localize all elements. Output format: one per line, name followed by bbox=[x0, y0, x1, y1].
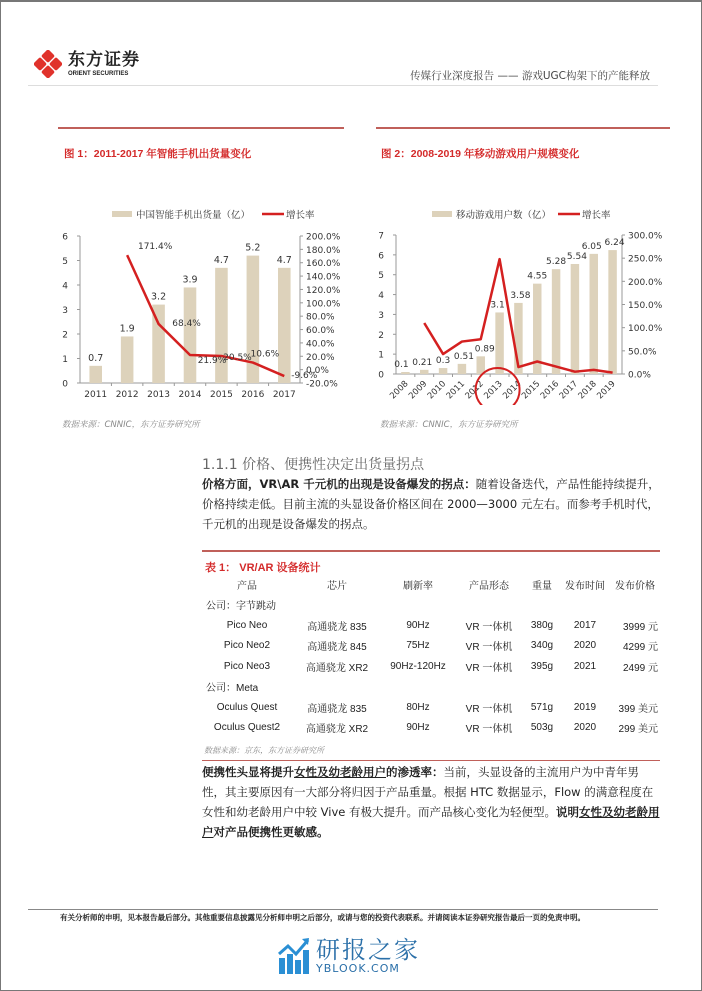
x-tick-label: 2018 bbox=[576, 379, 599, 402]
bar-value-label: 0.3 bbox=[435, 356, 451, 367]
table-cell: 2499 元 bbox=[622, 662, 658, 674]
column-header: 刷新率 bbox=[403, 580, 433, 592]
figure-2-source: 数据来源：CNNIC，东方证券研究所 bbox=[380, 420, 518, 430]
table-cell: 2020 bbox=[573, 722, 597, 734]
table-cell: 高通骁龙 845 bbox=[307, 642, 367, 654]
p2-conclusion-a: 说明 bbox=[556, 805, 579, 819]
table-cell: 高通骁龙 XR2 bbox=[305, 662, 369, 674]
figure-1-title: 图 1：2011-2017 年智能手机出货量变化 bbox=[64, 148, 252, 160]
table-cell: 90Hz-120Hz bbox=[390, 660, 446, 672]
y-right-tick-label: 140.0% bbox=[306, 272, 341, 283]
figure-1-source: 数据来源：CNNIC，东方证券研究所 bbox=[62, 420, 200, 430]
y-right-tick-label: 80.0% bbox=[306, 312, 335, 323]
x-tick-label: 2012 bbox=[115, 390, 139, 400]
table-cell: 395g bbox=[530, 660, 554, 672]
column-header: 产品 bbox=[237, 580, 257, 592]
report-title: 传媒行业深度报告 —— 游戏UGC构架下的产能释放 bbox=[410, 70, 650, 82]
bar-value-label: 1.9 bbox=[119, 323, 135, 335]
table-cell: 399 美元 bbox=[618, 703, 658, 715]
bar bbox=[121, 336, 134, 383]
watermark-cn: 研报之家 bbox=[316, 936, 420, 964]
y-left-tick-label: 4 bbox=[378, 291, 384, 302]
p2-lead-underline: 女性及幼老龄用户 bbox=[294, 765, 386, 779]
table-cell: VR 一体机 bbox=[465, 621, 513, 633]
x-tick-label: 2019 bbox=[595, 379, 618, 402]
bar-value-label: 3.9 bbox=[182, 274, 198, 286]
company-group-row bbox=[202, 595, 660, 616]
column-header: 发布价格 bbox=[615, 580, 655, 592]
header-divider bbox=[28, 85, 658, 86]
bar bbox=[552, 269, 560, 374]
table-cell: 503g bbox=[530, 722, 554, 734]
y-right-tick-label: 60.0% bbox=[306, 326, 335, 337]
bar bbox=[401, 372, 409, 374]
table-cell: 299 美元 bbox=[618, 724, 658, 736]
table-row bbox=[202, 656, 660, 677]
price-paragraph-lead: 价格方面，VR\AR 千元机的出现是设备爆发的拐点： bbox=[202, 477, 476, 491]
y-left-tick-label: 6 bbox=[378, 251, 384, 262]
table-cell: 高通骁龙 835 bbox=[307, 703, 367, 715]
bar-value-label: 0.51 bbox=[453, 351, 474, 362]
table-cell: VR 一体机 bbox=[465, 724, 513, 736]
y-right-tick-label: 100.0% bbox=[306, 299, 341, 310]
logo-diamond-icon bbox=[34, 50, 62, 78]
y-right-tick-label: 120.0% bbox=[306, 285, 341, 296]
chart-mobile-game-users bbox=[372, 200, 672, 405]
p2-lead-a: 便携性头显将提升 bbox=[202, 765, 294, 779]
growth-value-label: 171.4% bbox=[137, 242, 173, 253]
column-header: 重量 bbox=[532, 580, 552, 592]
growth-value-label: 68.4% bbox=[172, 318, 201, 329]
y-left-tick-label: 7 bbox=[378, 231, 384, 242]
company-logo bbox=[34, 50, 140, 78]
x-tick-label: 2013 bbox=[482, 379, 505, 402]
y-left-tick-label: 3 bbox=[378, 310, 384, 321]
table-cell: 3999 元 bbox=[622, 621, 658, 633]
table-cell: Pico Neo2 bbox=[223, 640, 271, 652]
y-right-tick-label: 180.0% bbox=[306, 245, 341, 256]
company-group-row bbox=[202, 677, 660, 698]
watermark bbox=[278, 937, 420, 975]
y-left-tick-label: 3 bbox=[62, 306, 68, 316]
table-header-row bbox=[202, 574, 660, 595]
y-left-tick-label: 4 bbox=[62, 281, 68, 292]
company-name-cn: 东方证券 bbox=[68, 49, 140, 70]
x-tick-label: 2009 bbox=[406, 379, 430, 402]
table-cell: Pico Neo bbox=[226, 619, 268, 631]
y-right-tick-label: 150.0% bbox=[628, 301, 663, 311]
x-tick-label: 2013 bbox=[147, 390, 171, 400]
x-tick-label: 2011 bbox=[84, 390, 108, 400]
bar bbox=[439, 368, 447, 374]
bar-value-label: 0.1 bbox=[394, 360, 409, 371]
y-right-tick-label: 250.0% bbox=[628, 254, 663, 265]
y-right-tick-label: 40.0% bbox=[306, 339, 335, 350]
column-header: 发布时间 bbox=[565, 580, 605, 592]
table-cell: Oculus Quest2 bbox=[213, 722, 281, 734]
bar bbox=[278, 268, 291, 383]
company-label: 公司：Meta bbox=[206, 683, 259, 695]
y-right-tick-label: -20.0% bbox=[306, 379, 338, 390]
table-cell: VR 一体机 bbox=[465, 642, 513, 654]
growth-value-label: 10.6% bbox=[250, 349, 280, 360]
bar-value-label: 3.1 bbox=[490, 300, 505, 311]
bar bbox=[458, 364, 466, 374]
column-header: 芯片 bbox=[327, 580, 347, 592]
figure-1-top-rule bbox=[58, 127, 344, 129]
legend-swatch-bar bbox=[432, 211, 452, 217]
column-header: 产品形态 bbox=[469, 580, 509, 592]
x-tick-label: 2014 bbox=[501, 379, 524, 402]
y-right-tick-label: 300.0% bbox=[628, 231, 663, 242]
x-tick-label: 2008 bbox=[388, 379, 411, 402]
bar-value-label: 4.55 bbox=[527, 271, 548, 282]
p2-body: 当前，头显设备的主流用户为中青年男性，其主要原因有一大部分将归因于产品重量。根据 HTC 数据显示，Flow 的满意程度在女性和幼老龄用户中较 Vive 有极大提升。而产品核心变化为轻便型。 bbox=[202, 765, 654, 819]
legend-label-bar: 移动游戏用户数（亿） bbox=[456, 210, 552, 221]
table-cell: 380g bbox=[530, 619, 554, 631]
table-cell: 高通骁龙 835 bbox=[307, 621, 367, 633]
table-cell: 571g bbox=[530, 701, 554, 713]
footer-divider bbox=[28, 909, 658, 910]
bar-value-label: 5.28 bbox=[546, 257, 567, 268]
y-left-tick-label: 2 bbox=[62, 330, 68, 341]
price-paragraph-body: 随着设备迭代，产品性能持续提升，价格持续走低。目前主流的头显设备价格区间在 2000—3000 元左右。而参考手机时代，千元机的出现是设备爆发的拐点。 bbox=[202, 477, 660, 531]
y-left-tick-label: 0 bbox=[62, 379, 68, 390]
bar bbox=[590, 254, 598, 374]
p2-lead-b: 的渗透率： bbox=[386, 765, 444, 779]
bar-value-label: 3.2 bbox=[151, 291, 167, 303]
table-cell: Oculus Quest bbox=[216, 701, 278, 713]
p2-conclusion-underline: 女性及幼老龄用户 bbox=[202, 805, 660, 839]
figure-2-top-rule bbox=[376, 127, 670, 129]
y-right-tick-label: 160.0% bbox=[306, 259, 341, 270]
x-tick-label: 2016 bbox=[538, 379, 562, 402]
bar bbox=[571, 264, 579, 374]
table-cell: 2021 bbox=[573, 660, 597, 672]
bar bbox=[495, 312, 503, 374]
bar bbox=[420, 370, 428, 374]
table-cell: 4299 元 bbox=[622, 642, 658, 654]
legend-label-line: 增长率 bbox=[286, 210, 315, 221]
chart-smartphone-shipments bbox=[56, 200, 356, 405]
y-left-tick-label: 5 bbox=[62, 257, 68, 267]
table-row bbox=[202, 718, 660, 739]
table-row bbox=[202, 636, 660, 657]
table-cell: 高通骁龙 XR2 bbox=[305, 724, 369, 736]
bar bbox=[608, 250, 616, 374]
bar-value-label: 5.54 bbox=[566, 251, 587, 262]
y-left-tick-label: 2 bbox=[378, 330, 384, 341]
y-left-tick-label: 1 bbox=[62, 355, 68, 365]
bar-value-label: 0.21 bbox=[412, 357, 433, 368]
price-paragraph bbox=[202, 474, 660, 534]
x-tick-label: 2012 bbox=[463, 379, 486, 402]
legend-label-bar: 中国智能手机出货量（亿） bbox=[136, 210, 251, 221]
bar-value-label: 6.05 bbox=[581, 241, 602, 252]
bar-value-label: 3.58 bbox=[510, 290, 531, 301]
table-cell: 90Hz bbox=[406, 722, 430, 734]
y-right-tick-label: 200.0% bbox=[628, 277, 663, 288]
table-row bbox=[202, 697, 660, 718]
bar bbox=[477, 356, 485, 374]
p2-conclusion-b: 对产品便携性更敏感。 bbox=[213, 825, 329, 839]
x-tick-label: 2015 bbox=[209, 390, 233, 400]
table-source: 数据来源：京东，东方证券研究所 bbox=[204, 746, 324, 755]
table-top-rule bbox=[202, 550, 660, 552]
x-tick-label: 2010 bbox=[425, 379, 449, 402]
y-right-tick-label: 50.0% bbox=[628, 347, 657, 358]
y-left-tick-label: 5 bbox=[378, 271, 384, 282]
table-cell: VR 一体机 bbox=[465, 662, 513, 674]
growth-value-label: 20.5% bbox=[223, 352, 252, 363]
table-cell: 90Hz bbox=[406, 619, 430, 631]
vr-device-table bbox=[202, 574, 660, 738]
x-tick-label: 2014 bbox=[178, 390, 202, 400]
table-cell: 75Hz bbox=[406, 640, 430, 652]
table-cell: VR 一体机 bbox=[465, 703, 513, 715]
bar-value-label: 6.24 bbox=[604, 238, 625, 249]
y-left-tick-label: 6 bbox=[62, 232, 68, 243]
y-left-tick-label: 0 bbox=[378, 370, 384, 381]
x-tick-label: 2017 bbox=[272, 390, 296, 400]
table-cell: 80Hz bbox=[406, 701, 430, 713]
x-tick-label: 2017 bbox=[557, 379, 581, 402]
footer-disclaimer: 有关分析师的申明，见本报告最后部分。其他重要信息披露见分析师申明之后部分，或请与您的投资代表联系。并请阅读本证券研究报告最后一页的免责申明。 bbox=[60, 913, 585, 922]
bar bbox=[184, 287, 197, 383]
y-right-tick-label: 200.0% bbox=[306, 232, 341, 243]
company-name-en: ORIENT SECURITIES bbox=[68, 70, 129, 77]
legend-label-line: 增长率 bbox=[582, 210, 611, 221]
table-cell: 2017 bbox=[573, 619, 597, 631]
table-cell: 2019 bbox=[573, 701, 597, 713]
table-cell: Pico Neo3 bbox=[223, 660, 271, 672]
watermark-chart-icon bbox=[278, 938, 310, 974]
bar-value-label: 4.7 bbox=[213, 254, 229, 266]
table-bottom-rule bbox=[202, 760, 660, 761]
watermark-en: YBLOOK.COM bbox=[316, 962, 400, 975]
y-left-tick-label: 1 bbox=[378, 350, 384, 361]
table-title: 表 1： VR/AR 设备统计 bbox=[205, 562, 321, 574]
bar-value-label: 0.7 bbox=[88, 352, 104, 364]
company-label: 公司：字节跳动 bbox=[206, 601, 276, 613]
bar bbox=[89, 366, 102, 383]
table-cell: 340g bbox=[530, 640, 554, 652]
x-tick-label: 2016 bbox=[241, 390, 265, 400]
x-tick-label: 2015 bbox=[519, 379, 543, 402]
growth-value-label: -9.6% bbox=[291, 371, 318, 382]
bar-value-label: 5.2 bbox=[245, 242, 261, 254]
portability-paragraph bbox=[202, 762, 660, 842]
y-right-tick-label: 0.0% bbox=[306, 366, 329, 377]
figure-2-title: 图 2：2008-2019 年移动游戏用户规模变化 bbox=[381, 148, 580, 160]
growth-value-label: 21.9% bbox=[197, 356, 227, 367]
y-right-tick-label: 0.0% bbox=[628, 370, 651, 381]
y-right-tick-label: 100.0% bbox=[628, 324, 663, 335]
bar-value-label: 0.89 bbox=[474, 344, 495, 355]
bar-value-label: 4.7 bbox=[276, 254, 292, 266]
y-right-tick-label: 20.0% bbox=[306, 352, 335, 363]
table-cell: 2020 bbox=[573, 640, 597, 652]
x-tick-label: 2011 bbox=[444, 379, 468, 402]
section-heading: 1.1.1 价格、便携性决定出货量拐点 bbox=[202, 457, 425, 473]
legend-swatch-bar bbox=[112, 211, 132, 217]
table-row bbox=[202, 615, 660, 636]
